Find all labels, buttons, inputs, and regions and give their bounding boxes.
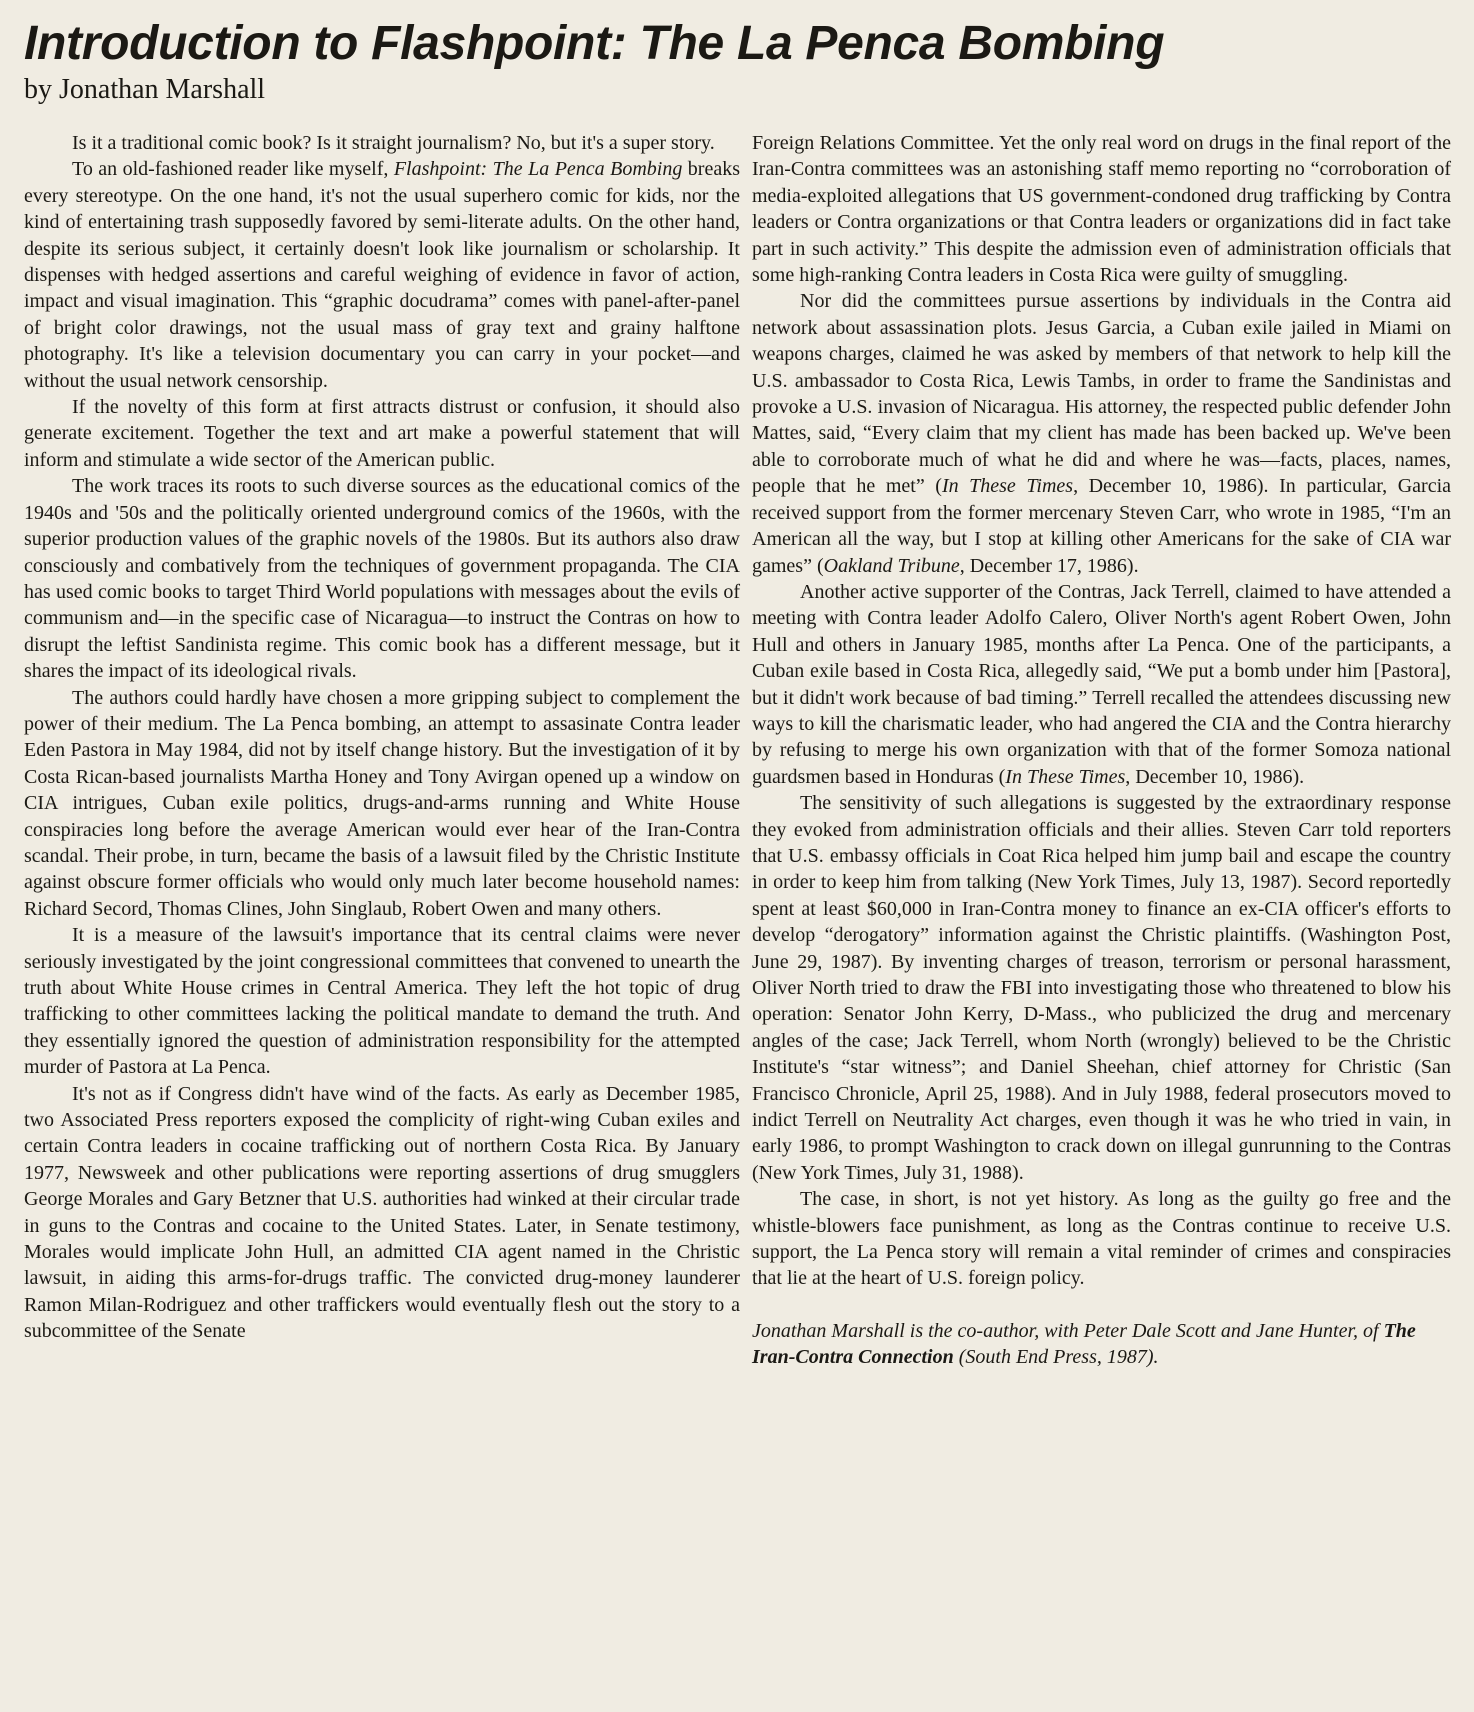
left-column: [24, 130, 740, 1345]
publication-name: In These Times: [1005, 765, 1126, 788]
book-title: The Iran-Contra Connection: [752, 1319, 1416, 1369]
paragraph: [752, 579, 1451, 790]
paragraph: If the novelty of this form at first attracts distrust or confusion, it should also generate excitement. Together the text and art make a powerful statement that will inform and stimulate a wide sector of the American public.: [24, 396, 740, 471]
article-title: Introduction to Flashpoint: The La Penca Bombing: [24, 17, 1165, 70]
paragraph: The work traces its roots to such diverse sources as the educational comics of the 1940s and '50s and the politically oriented underground comics of the 1960s, with the superior production values of the graphic novels of the 1980s. But its authors also draw consciously and combatively from the techniques of government propaganda. The CIA has used comic books to target Third World populations with messages about the evils of communism and—in the specific case of Nicaragua—to instruct the Contras on how to disrupt the leftist Sandinista regime. This comic book has a different message, but it shares the impact of its ideological rivals.: [24, 475, 740, 683]
paragraph: It's not as if Congress didn't have wind of the facts. As early as December 1985, two Associated Press reporters exposed the complicity of right-wing Cuban exiles and certain Contra leaders in cocaine trafficking out of northern Costa Rica. By January 1977, Newsweek and other publications were reporting assertions of drug smugglers George Morales and Gary Betzner that U.S. authorities had winked at their circular trade in guns to the Contras and cocaine to the United States. Later, in Senate testimony, Morales would implicate John Hull, an admitted CIA agent named in the Christic lawsuit, in aiding this arms-for-drugs traffic. The convicted drug-money launderer Ramon Milan-Rodriguez and other traffickers would eventually flesh out the story to a subcommittee of the Senate: [24, 1082, 740, 1343]
paragraph-text: Another active supporter of the Contras, Jack Terrell, claimed to have attended a meeting with Contra leader Adolfo Calero, Oliver North's agent Robert Owen, John Hull and others in January 1985, months after La Penca. One of the participants, a Cuban exile based in Costa Rica, allegedly said, “We put a bomb under him [Pastora], but it didn't work because of bad timing.” Terrell recalled the attendees discussing new ways to kill the charismatic leader, who had angered the CIA and the Contra hierarchy by refusing to merge his own organization with that of the former Somoza national guardsmen based in Honduras (: [752, 580, 1451, 788]
paragraph: The sensitivity of such allegations is suggested by the extraordinary response they evoked from administration officials and their allies. Steven Carr told reporters that U.S. embassy officials in Coat Rica helped him jump bail and escape the country in order to keep him from talking (New York Times, July 13, 1987). Secord reportedly spent at least $60,000 in Iran-Contra money to finance an ex-CIA officer's efforts to develop “derogatory” information against the Christic plaintiffs. (Washington Post, June 29, 1987). By inventing charges of treason, terrorism or personal harassment, Oliver North tried to draw the FBI into investigating those who threatened to blow his operation: Senator John Kerry, D-Mass., who publicized the drug and mercenary angles of the case; Jack Terrell, whom North (wrongly) believed to be the Christic Institute's “star witness”; and Daniel Sheehan, chief attorney for Christic (San Francisco Chronicle, April 25, 1988). And in July 1988, federal prosecutors moved to indict Terrell on Neutrality Act charges, even though it was he who tried in vain, in early 1986, to prompt Washington to crack down on illegal gunrunning to the Contras (New York Times, July 31, 1988).: [752, 792, 1451, 1184]
publication-name: Oakland Tribune: [823, 554, 960, 577]
publication-name: In These Times: [941, 475, 1074, 498]
comic-title: Flashpoint: The La Penca Bombing: [393, 158, 683, 181]
right-column: [752, 130, 1451, 1371]
paragraph: The case, in short, is not yet history. As long as the guilty go free and the whistle-blowers face punishment, as long as the Contras continue to receive U.S. support, the La Penca story will remain a vital reminder of crimes and conspiracies that lie at the heart of U.S. foreign policy.: [752, 1188, 1451, 1290]
paragraph: [752, 288, 1451, 578]
bio-text: (South End Press, 1987).: [953, 1346, 1159, 1369]
paragraph-text: Nor did the committees pursue assertions by individuals in the Contra aid network about assassination plots. Jesus Garcia, a Cuban exile jailed in Miami on weapons charges, claimed he was asked by members of that network to help kill the U.S. ambassador to Costa Rica, Lewis Tambs, in order to frame the Sandinistas and provoke a U.S. invasion of Nicaragua. His attorney, the respected public defender John Mattes, said, “Every claim that my client has made has been backed up. We've been able to corroborate much of what he did and where he was—facts, places, names, people that he met” (: [752, 290, 1451, 498]
paragraph: [24, 156, 740, 394]
paragraph-text: , December 17, 1986).: [959, 554, 1139, 577]
author-bio: [752, 1318, 1451, 1371]
article-byline: by Jonathan Marshall: [24, 74, 266, 105]
paragraph-text: , December 10, 1986).: [1125, 765, 1305, 788]
paragraph: The authors could hardly have chosen a more gripping subject to complement the power of their medium. The La Penca bombing, an attempt to assasinate Contra leader Eden Pastora in May 1984, did not by itself change history. But the investigation of it by Costa Rican-based journalists Martha Honey and Tony Avirgan opened up a window on CIA intrigues, Cuban exile politics, drugs-and-arms running and White House conspiracies long before the average American would ever hear of the Iran-Contra scandal. Their probe, in turn, became the basis of a lawsuit filed by the Christic Institute against obscure former officials who would only much later become household names: Richard Secord, Thomas Clines, John Singlaub, Robert Owen and many others.: [24, 686, 740, 920]
paragraph-text: breaks every stereotype. On the one hand, it's not the usual superhero comic for kids, nor the kind of entertaining trash supposedly favored by semi-literate adults. On the other hand, despite its serious subject, it certainly doesn't look like journalism or scholarship. It dispenses with hedged assertions and careful weighing of evidence in favor of action, impact and visual imagination. This “graphic docudrama” comes with panel-after-panel of bright color drawings, not the usual mass of gray text and grainy halftone photography. It's like a television documentary you can carry in your pocket—and without the usual network censorship.: [24, 158, 741, 392]
paragraph-text: , December 10, 1986). In particular, Garcia received support from the former mercenary Steven Carr, who wrote in 1985, “I'm an American all the way, but I stop at killing other Americans for the sake of CIA war games” (: [752, 475, 1451, 577]
bio-text: Jonathan Marshall is the co-author, with Peter Dale Scott and Jane Hunter, of: [752, 1319, 1384, 1342]
paragraph-text: To an old-fashioned reader like myself,: [72, 158, 394, 181]
paragraph: Is it a traditional comic book? Is it straight journalism? No, but it's a super story.: [72, 132, 715, 154]
paragraph: It is a measure of the lawsuit's importance that its central claims were never seriously investigated by the joint congressional committees that convened to unearth the truth about White House crimes in Central America. They left the hot topic of drug trafficking to other committees lacking the political mandate to demand the truth. And they essentially ignored the question of administration responsibility for the attempted murder of Pastora at La Penca.: [24, 924, 740, 1079]
paragraph: Foreign Relations Committee. Yet the only real word on drugs in the final report of the Iran-Contra committees was an astonishing staff memo reporting no “corroboration of media-exploited allegations that US government-condoned drug trafficking by Contra leaders or Contra organizations or that Contra leaders or organizations did in fact take part in such activity.” This despite the admission even of administration officials that some high-ranking Contra leaders in Costa Rica were guilty of smuggling.: [752, 132, 1451, 287]
